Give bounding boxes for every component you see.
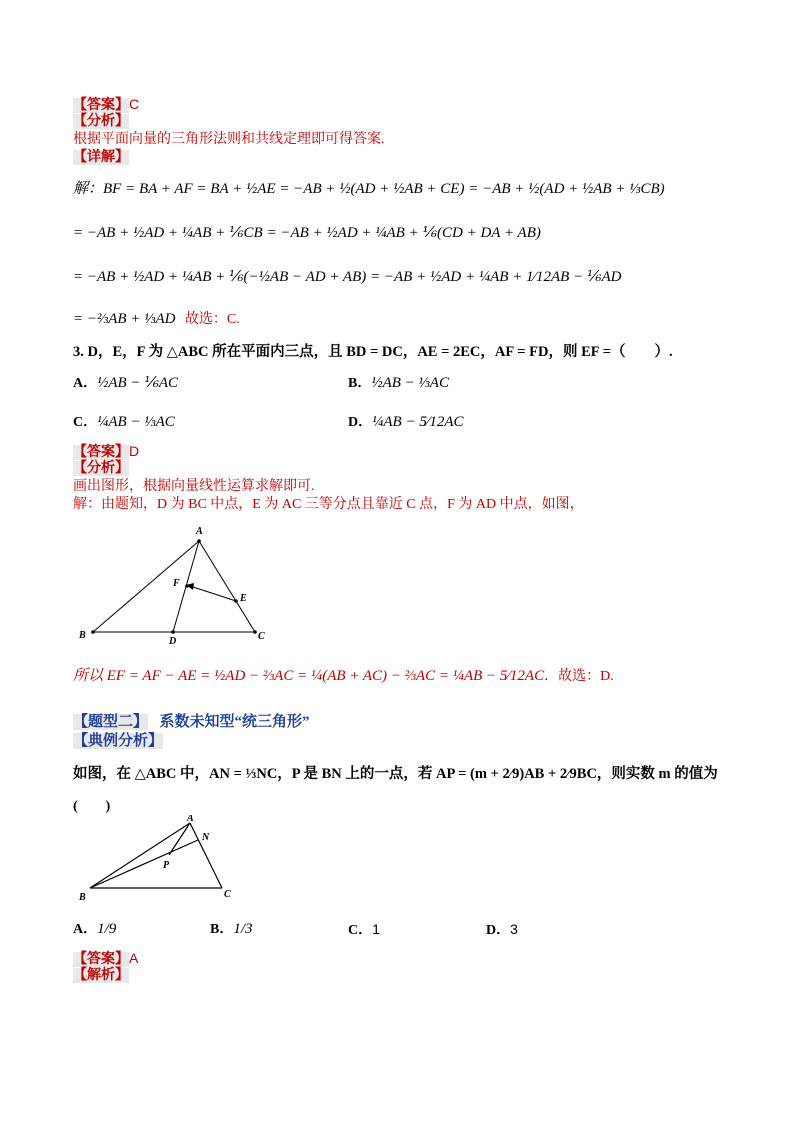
example-analysis-tag: 【典例分析】 — [73, 733, 164, 749]
type2-option-b-text: 1/3 — [233, 921, 253, 937]
type2-option-b-label: B． — [210, 922, 234, 937]
label-b: B — [79, 630, 86, 641]
solution-tag-row — [73, 965, 129, 987]
side-ab — [93, 541, 199, 632]
label-b: B — [79, 892, 86, 903]
segment-bn — [90, 840, 198, 888]
type2-question-stem: 如图，在 △ABC 中，AN = ⅓NC，P 是 BN 上的一点，若 AP = (m + 2⁄9)AB + 2⁄9BC，则实数 m 的值为 — [73, 766, 718, 782]
type2-question-blank: ( ) — [73, 799, 111, 814]
side-ac — [199, 541, 255, 632]
q3-option-c — [73, 411, 175, 433]
solution-line-4-math: = −⅔AB + ⅓AD — [73, 311, 176, 327]
solution-line-2: = −AB + ½AD + ¼AB + ⅙CB = −AB + ½AD + ¼AB + ⅙(CD + DA + AB) — [73, 225, 541, 241]
answer-value: D — [129, 443, 140, 459]
answer-value: C — [129, 96, 140, 112]
q3-option-d — [348, 411, 464, 433]
label-d: D — [169, 636, 177, 647]
q3-option-b — [348, 372, 449, 394]
type2-option-a-label: A． — [73, 922, 98, 937]
label-e: E — [240, 593, 247, 604]
q3-option-a-label: A． — [73, 376, 98, 391]
label-c: C — [258, 631, 265, 642]
solution-tag: 【解析】 — [73, 968, 129, 983]
type2-option-b — [210, 918, 253, 940]
triangle-figure-1 — [75, 520, 275, 650]
q3-option-c-label: C． — [73, 415, 98, 430]
q3-option-c-text: ¼AB − ⅓AC — [97, 414, 175, 430]
type2-option-c-label: C． — [348, 923, 373, 938]
side-ab — [90, 823, 190, 888]
answer-tag: 【答案】 — [73, 952, 129, 967]
analysis-tag: 【分析】 — [73, 114, 129, 129]
type2-option-c — [348, 918, 380, 940]
example-tag-row — [73, 730, 163, 752]
detail-tag-row-1 — [73, 147, 129, 169]
detail-tag: 【详解】 — [73, 150, 129, 165]
question-3-stem: 3. D，E，F 为 △ABC 所在平面内三点，且 BD = DC，AE = 2EC，AF = FD，则 EF =（ ）. — [73, 344, 673, 360]
section-title-text: 系数未知型“统三角形” — [159, 714, 310, 730]
type2-option-d-label: D． — [486, 923, 511, 938]
vector-ef — [190, 586, 236, 601]
type2-option-c-text: 1 — [372, 921, 380, 937]
q3-option-d-label: D． — [348, 415, 373, 430]
section-title-tag: 【题型二】 — [73, 714, 149, 730]
solution-line-4 — [73, 308, 240, 330]
type2-option-d-text: 3 — [510, 921, 518, 937]
type2-option-a-text: 1/9 — [97, 921, 117, 937]
q3-conclusion — [73, 665, 614, 687]
analysis-tag: 【分析】 — [73, 461, 129, 476]
answer-value: A — [129, 950, 139, 966]
analysis-text-2: 画出图形，根据向量线性运算求解即可. — [73, 479, 315, 494]
q3-option-a — [73, 372, 178, 394]
q3-option-b-label: B． — [348, 376, 372, 391]
label-p: P — [163, 860, 170, 871]
q3-option-a-text: ½AB − ⅙AC — [97, 375, 179, 391]
label-n: N — [202, 832, 210, 843]
label-a: A — [196, 526, 203, 537]
answer-tag: 【答案】 — [73, 98, 129, 113]
solution-line-4-tail: 故选：C. — [184, 312, 240, 327]
type2-option-a — [73, 918, 116, 940]
analysis-text-1: 根据平面向量的三角形法则和共线定理即可得答案. — [73, 132, 385, 147]
label-a: A — [187, 815, 194, 824]
solution-line-3: = −AB + ½AD + ¼AB + ⅙(−½AB − AD + AB) = −AB + ½AD + ¼AB + 1⁄12AB − ⅙AD — [73, 269, 622, 285]
type2-option-d — [486, 918, 518, 940]
answer-tag: 【答案】 — [73, 445, 129, 460]
q3-conclusion-tail: ．故选：D. — [544, 669, 614, 684]
solution-line-1: 解：BF = BA + AF = BA + ½AE = −AB + ½(AD + ½AB + CE) = −AB + ½(AD + ½AB + ⅓CB) — [73, 181, 665, 197]
label-f: F — [173, 578, 180, 589]
q3-conclusion-math: 所以 EF = AF − AE = ½AD − ⅔AC = ¼(AB + AC) − ⅔AC = ¼AB − 5⁄12AC — [73, 668, 545, 684]
q3-option-d-text: ¼AB − 5⁄12AC — [372, 414, 464, 430]
triangle-figure-2 — [75, 815, 245, 905]
segment-ap — [169, 823, 190, 855]
label-c: C — [224, 889, 231, 900]
q3-solution-text: 解：由题知，D 为 BC 中点，E 为 AC 三等分点且靠近 C 点，F 为 AD 中点，如图， — [73, 497, 584, 512]
q3-option-b-text: ½AB − ⅓AC — [371, 375, 449, 391]
